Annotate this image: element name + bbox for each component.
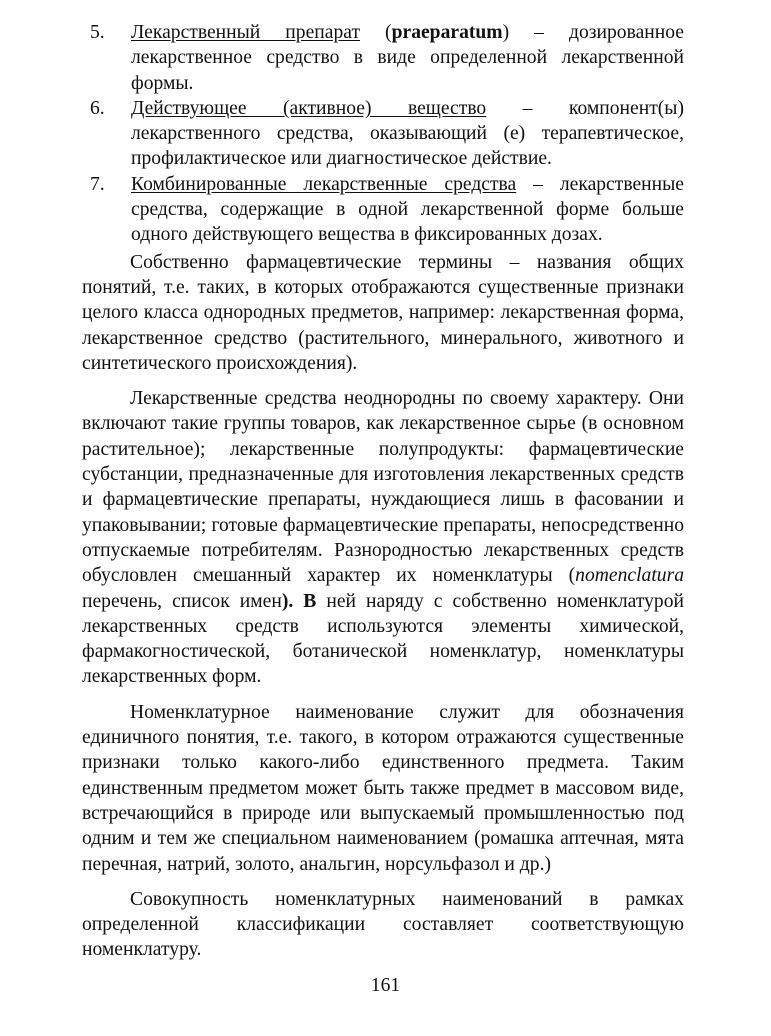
term: Комбинированные лекарственные средства [131, 173, 517, 195]
paragraph-text: ней наряду с собственно номенклатурой лекарственных средств используются элементы химической, фармакогностической, ботанической номенклатур, номенклатуры лекарственных форм. [82, 590, 684, 688]
paragraph-text: ). В [281, 590, 317, 612]
paragraph: Совокупность номенклатурных наименований в рамках определенной классификации составляет соответствующую номенклатуру. [82, 888, 684, 961]
item-number: 7. [90, 173, 105, 195]
paren-open: ( [360, 22, 392, 43]
paren-close: ) [502, 22, 510, 43]
term: Лекарственный препарат [131, 22, 361, 43]
paragraph-text: перечень, список имен [82, 590, 282, 612]
item-number: 6. [90, 97, 105, 119]
latin-term: praeparatum [391, 22, 503, 43]
page-body [82, 20, 684, 963]
paragraph: Собственно фармацевтические термины – названия общих понятий, т.е. таких, в которых отображаются существенные признаки целого класса однородных предметов, например: лекарственная форма, лекарственное средство (растительного, минерального, животного и синтетического происхождения). [82, 251, 684, 374]
definition: – дозированное лекарственное средство в виде определенной лекарственной формы. [131, 22, 684, 94]
definition: – компонент(ы) лекарственного средства, оказывающий (е) терапевтическое, профилактическое или диагностическое действие. [131, 97, 684, 170]
paragraph: Номенклатурное наименование служит для обозначения единичного понятия, т.е. такого, в котором отражаются существенные признаки только какого-либо единственного предмета. Таким единственным предметом может быть также предмет в массовом виде, встречающийся в природе или выпускаемый промышленностью под одним и тем же специальном наименованием (ромашка аптечная, мята перечная, натрий, золото, анальгин, норсульфазол и др.) [82, 701, 684, 875]
list-item [82, 172, 684, 248]
paragraph-text: Лекарственные средства неоднородны по своему характеру. Они включают такие группы товаров, как лекарственное сырье (в основном растительное); лекарственные полупродукты: фармацевтические субстанции, предназначенные для изготовления лекарственных средств и фармацевтические препараты, нуждающиеся лишь в фасовании и упаковывании; готовые фармацевтические препараты, непосредственно отпускаемые потребителям. Разнородностью лекарственных средств обусловлен смешанный характер их номенклатуры ( [82, 388, 684, 587]
latin-word: nomenclatura [575, 565, 684, 587]
item-number: 5. [90, 22, 105, 43]
list-item [82, 20, 684, 96]
page-number: 161 [370, 975, 401, 996]
term: Действующее (активное) вещество [131, 97, 487, 119]
paragraph [82, 386, 684, 690]
list-item [82, 96, 684, 172]
definition: – лекарственные средства, содержащие в одной лекарственной форме больше одного действующего вещества в фиксированных дозах. [131, 173, 684, 246]
